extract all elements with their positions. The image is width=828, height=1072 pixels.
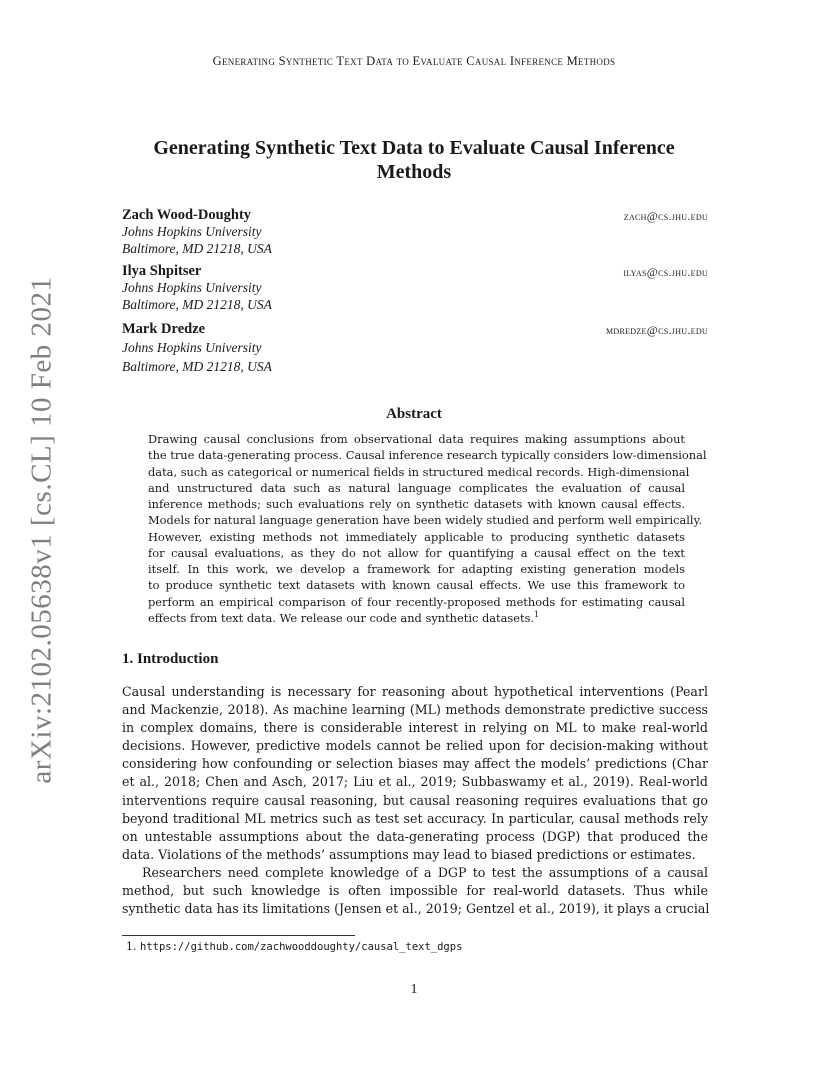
page-number: 1 <box>410 982 418 997</box>
abstract-line: itself. In this work, we develop a framework for adapting existing generation models <box>148 562 685 576</box>
intro-line: data. Violations of the methods’ assumptions may lead to biased predictions or estimates. <box>122 846 696 862</box>
author-block-1 <box>122 207 708 257</box>
abstract-body <box>148 431 707 626</box>
intro-line: and Mackenzie, 2018). As machine learning (ML) methods demonstrate predictive success <box>122 702 708 718</box>
intro-line: et al., 2018; Chen and Asch, 2017; Liu et al., 2019; Subbaswamy et al., 2019). Real-world <box>122 774 708 790</box>
footnote-divider <box>122 935 355 936</box>
arxiv-identifier-stamp: arXiv:2102.05638v1 [cs.CL] 10 Feb 2021 <box>25 276 58 784</box>
title-line-1: Generating Synthetic Text Data to Evaluate Causal Inference <box>153 137 675 159</box>
footnote <box>126 940 462 953</box>
abstract-line: However, existing methods not immediately applicable to producing synthetic datasets <box>148 529 685 544</box>
section-heading-introduction: 1. Introduction <box>122 651 219 667</box>
author-affiliation: Johns Hopkins University <box>122 340 262 355</box>
abstract-line: for causal evaluations, as they do not allow for quantifying a causal effect on the text <box>148 545 685 560</box>
abstract-line: inference methods; such evaluations rely on synthetic datasets with known causal effects. <box>148 497 685 511</box>
author-address: Baltimore, MD 21218, USA <box>122 240 272 256</box>
author-email: zach@cs.jhu.edu <box>623 209 708 223</box>
abstract-line: Drawing causal conclusions from observational data requires making assumptions about <box>148 432 685 446</box>
author-name: Ilya Shpitser <box>122 263 202 279</box>
author-email: ilyas@cs.jhu.edu <box>623 265 708 279</box>
intro-line: Causal understanding is necessary for reasoning about hypothetical interventions (Pearl <box>122 684 708 699</box>
author-email: mdredze@cs.jhu.edu <box>605 323 708 337</box>
author-address: Baltimore, MD 21218, USA <box>122 296 272 312</box>
abstract-line: perform an empirical comparison of four recently-proposed methods for estimating causal <box>148 594 685 609</box>
author-address: Baltimore, MD 21218, USA <box>122 359 272 374</box>
abstract-line: the true data-generating process. Causal inference research typically considers low-dimensional <box>148 448 707 463</box>
paper-title <box>120 136 708 184</box>
intro-line: beyond traditional ML metrics such as test set accuracy. In particular, causal methods rely <box>122 810 708 826</box>
title-line-2: Methods <box>376 161 452 183</box>
intro-line: considering how confounding or selection biases may affect the models’ predictions (Char <box>122 756 708 772</box>
author-block-3 <box>122 321 708 376</box>
intro-line: synthetic data has its limitations (Jensen et al., 2019; Gentzel et al., 2019), it plays a crucial <box>122 901 710 917</box>
intro-line: in complex domains, there is considerable interest in relying on ML to make real-world <box>122 720 708 736</box>
abstract-last-line <box>148 610 685 626</box>
intro-line: on untestable assumptions about the data-generating process (DGP) that produced the <box>122 828 708 844</box>
running-head: Generating Synthetic Text Data to Evaluate Causal Inference Methods <box>212 54 616 68</box>
intro-line: Researchers need complete knowledge of a DGP to test the assumptions of a causal <box>142 864 708 880</box>
abstract-line: Models for natural language generation have been widely studied and perform well empirically. <box>148 513 703 528</box>
intro-line: method, but such knowledge is often impossible for real-world datasets. Thus while <box>122 883 708 899</box>
author-name: Mark Dredze <box>122 321 206 337</box>
intro-line: decisions. However, predictive models cannot be relied upon for decision-making without <box>122 738 708 754</box>
footnote-marker[interactable]: 1 <box>534 609 540 619</box>
intro-line: interventions require causal reasoning, but causal reasoning requires evaluations that go <box>122 792 708 808</box>
author-block-2 <box>122 263 708 313</box>
author-affiliation: Johns Hopkins University <box>122 280 262 295</box>
introduction-body <box>122 683 708 918</box>
abstract-line: data, such as categorical or numerical fields in structured medical records. High-dimensional <box>148 464 690 479</box>
abstract-heading: Abstract <box>386 406 442 422</box>
author-affiliation: Johns Hopkins University <box>122 224 262 239</box>
author-name: Zach Wood-Doughty <box>122 207 252 223</box>
abstract-line: to produce synthetic text datasets with known causal effects. We use this framework to <box>148 578 685 593</box>
footnote-number: 1. <box>126 940 137 953</box>
abstract-line: and unstructured data such as natural language complicates the evaluation of causal <box>148 480 685 495</box>
abstract-line-text: effects from text data. We release our code and synthetic datasets. <box>148 610 535 625</box>
footnote-url-link[interactable]: https://github.com/zachwooddoughty/causal_text_dgps <box>140 941 463 953</box>
